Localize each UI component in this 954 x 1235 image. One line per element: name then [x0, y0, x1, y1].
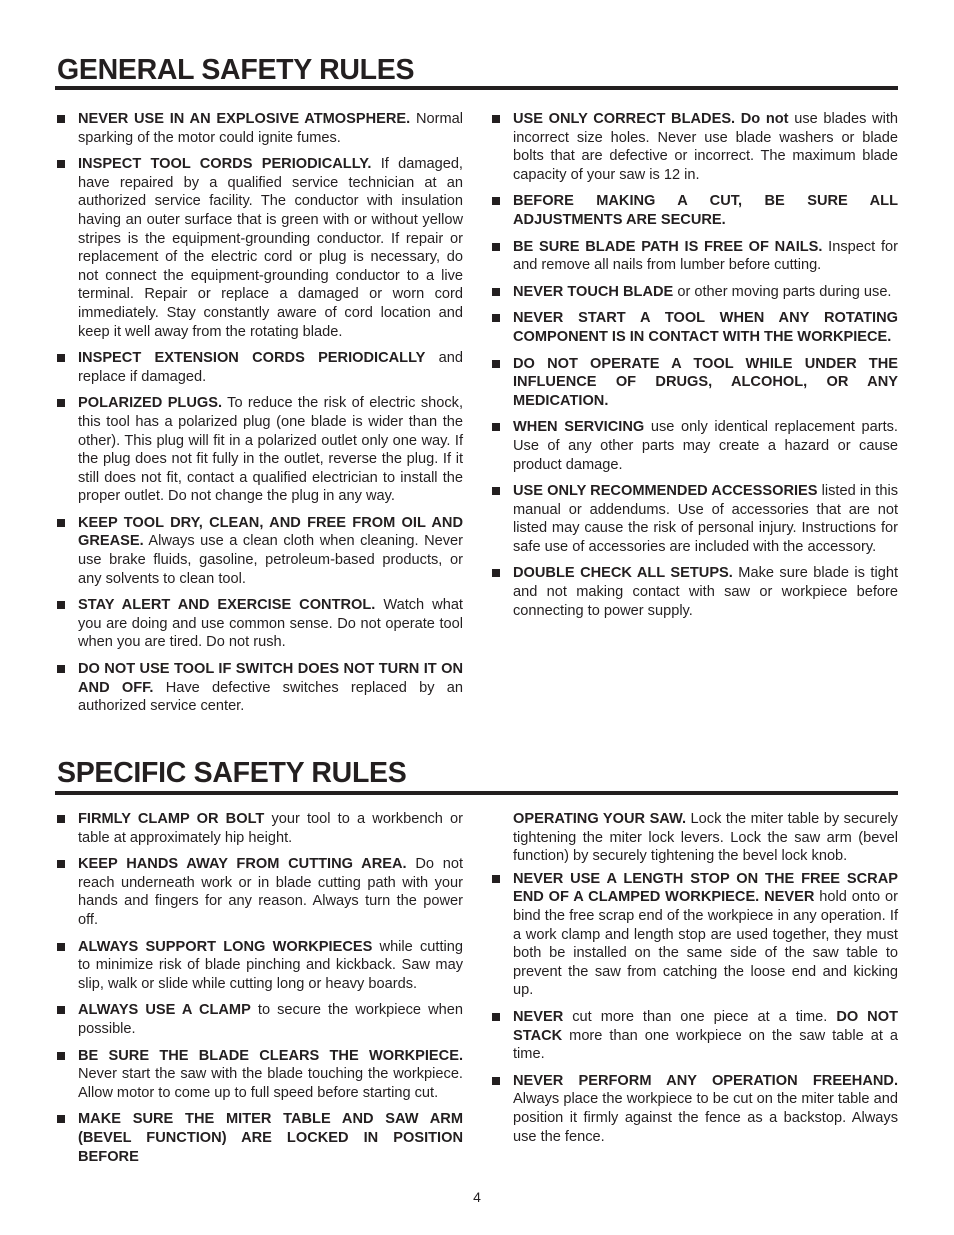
bullet-icon	[492, 569, 500, 577]
list-item: BE SURE BLADE PATH IS FREE OF NAILS. Inspect for and remove all nails from lumber before cutting.	[492, 238, 898, 275]
list-item: NEVER USE A LENGTH STOP ON THE FREE SCRAP END OF A CLAMPED WORKPIECE. NEVER hold onto or bind the free scrap end of the workpiece in any operation. If a work clamp and length stop are used together, they must both be installed on the same side of the saw table to prevent the saw from catching the loose end and kicking up.	[492, 870, 898, 1000]
list-item: WHEN SERVICING use only identical replacement parts. Use of any other parts may create a hazard or cause product damage.	[492, 418, 898, 474]
bullet-icon	[492, 487, 500, 495]
list-item: NEVER TOUCH BLADE or other moving parts during use.	[492, 283, 898, 302]
specific-safety-title: SPECIFIC SAFETY RULES	[57, 757, 407, 789]
list-item: KEEP TOOL DRY, CLEAN, AND FREE FROM OIL AND GREASE. Always use a clean cloth when cleaning. Never use brake fluids, gasoline, petroleum-based products, or any solvents to clean tool.	[57, 514, 463, 588]
bullet-icon	[57, 665, 65, 673]
bullet-icon	[57, 160, 65, 168]
bullet-icon	[492, 423, 500, 431]
list-item: ALWAYS USE A CLAMP to secure the workpiece when possible.	[57, 1001, 463, 1038]
bullet-icon	[57, 815, 65, 823]
list-item: USE ONLY CORRECT BLADES. Do not use blades with incorrect size holes. Never use blade washers or blade bolts that are defective or incorrect. The maximum blade capacity of your saw is 12 in.	[492, 110, 898, 184]
list-item: NEVER START A TOOL WHEN ANY ROTATING COMPONENT IS IN CONTACT WITH THE WORKPIECE.	[492, 309, 898, 346]
specific-title-rule	[55, 791, 898, 795]
bullet-icon	[57, 1052, 65, 1060]
list-item: ALWAYS SUPPORT LONG WORKPIECES while cutting to minimize risk of blade pinching and kickback. Saw may slip, walk or slide while cutting long or heavy boards.	[57, 938, 463, 994]
list-item: NEVER PERFORM ANY OPERATION FREEHAND. Always place the workpiece to be cut on the miter table and position it firmly against the fence as a backstop. Always use the fence.	[492, 1072, 898, 1146]
bullet-icon	[57, 601, 65, 609]
bullet-icon	[57, 1115, 65, 1123]
bullet-icon	[492, 314, 500, 322]
list-item: DO NOT USE TOOL IF SWITCH DOES NOT TURN IT ON AND OFF. Have defective switches replaced by an authorized service center.	[57, 660, 463, 716]
bullet-icon	[57, 519, 65, 527]
bullet-icon	[57, 860, 65, 868]
list-item: KEEP HANDS AWAY FROM CUTTING AREA. Do not reach underneath work or in blade cutting path with your hands and fingers for any reason. Always turn the power off.	[57, 855, 463, 929]
list-item: POLARIZED PLUGS. To reduce the risk of electric shock, this tool has a polarized plug (one blade is wider than the other). This plug will fit in a polarized outlet only one way. If the plug does not fit fully in the outlet, reverse the plug. If it still does not fit, contact a qualified electrician to install the proper outlet. Do not change the plug in any way.	[57, 394, 463, 506]
list-item: USE ONLY RECOMMENDED ACCESSORIES listed in this manual or addendums. Use of accessories that are not listed may cause the risk of personal injury. Instructions for safe use of accessories are included with the accessory.	[492, 482, 898, 556]
list-item: DOUBLE CHECK ALL SETUPS. Make sure blade is tight and not making contact with saw or workpiece before connecting to power supply.	[492, 564, 898, 620]
list-item: INSPECT TOOL CORDS PERIODICALLY. If damaged, have repaired by a qualified service technician at an authorized service facility. The conductor with insulation having an outer surface that is green with or without yellow stripes is the equipment-grounding conductor. If repair or replacement of the electric cord or plug is necessary, do not connect the equipment-grounding conductor to a live terminal. Repair or replace a damaged or worn cord immediately. Stay constantly aware of cord location and keep it well away from the rotating blade.	[57, 155, 463, 341]
bullet-icon	[57, 399, 65, 407]
bullet-icon	[57, 943, 65, 951]
list-item: NEVER USE IN AN EXPLOSIVE ATMOSPHERE. Normal sparking of the motor could ignite fumes.	[57, 110, 463, 147]
bullet-icon	[57, 115, 65, 123]
bullet-icon	[492, 1013, 500, 1021]
general-safety-title: GENERAL SAFETY RULES	[57, 54, 415, 86]
list-item: INSPECT EXTENSION CORDS PERIODICALLY and replace if damaged.	[57, 349, 463, 386]
specific-left-column	[57, 810, 463, 1174]
bullet-icon	[492, 197, 500, 205]
list-item: STAY ALERT AND EXERCISE CONTROL. Watch what you are doing and use common sense. Do not operate tool when you are tired. Do not rush.	[57, 596, 463, 652]
list-item: NEVER cut more than one piece at a time. DO NOT STACK more than one workpiece on the saw table at a time.	[492, 1008, 898, 1064]
bullet-icon	[492, 115, 500, 123]
page-number: 4	[473, 1189, 481, 1205]
bullet-icon	[492, 288, 500, 296]
specific-right-column	[492, 810, 898, 1154]
bullet-icon	[492, 243, 500, 251]
general-title-rule	[55, 86, 898, 90]
list-item: BEFORE MAKING A CUT, BE SURE ALL ADJUSTMENTS ARE SECURE.	[492, 192, 898, 229]
list-item: BE SURE THE BLADE CLEARS THE WORKPIECE. Never start the saw with the blade touching the workpiece. Allow motor to come up to full speed before starting cut.	[57, 1047, 463, 1103]
list-item: FIRMLY CLAMP OR BOLT your tool to a workbench or table at approximately hip height.	[57, 810, 463, 847]
bullet-icon	[492, 360, 500, 368]
bullet-icon	[492, 1077, 500, 1085]
general-right-column	[492, 110, 898, 628]
bullet-icon	[492, 875, 500, 883]
continuation-paragraph: OPERATING YOUR SAW. Lock the miter table by securely tightening the miter lock levers. Lock the saw arm (bevel function) by securely tightening the bevel lock knob.	[513, 811, 898, 865]
general-left-column	[57, 110, 463, 724]
list-item: DO NOT OPERATE A TOOL WHILE UNDER THE INFLUENCE OF DRUGS, ALCOHOL, OR ANY MEDICATION.	[492, 355, 898, 411]
bullet-icon	[57, 354, 65, 362]
bullet-icon	[57, 1006, 65, 1014]
list-item: MAKE SURE THE MITER TABLE AND SAW ARM (BEVEL FUNCTION) ARE LOCKED IN POSITION BEFORE	[57, 1110, 463, 1166]
